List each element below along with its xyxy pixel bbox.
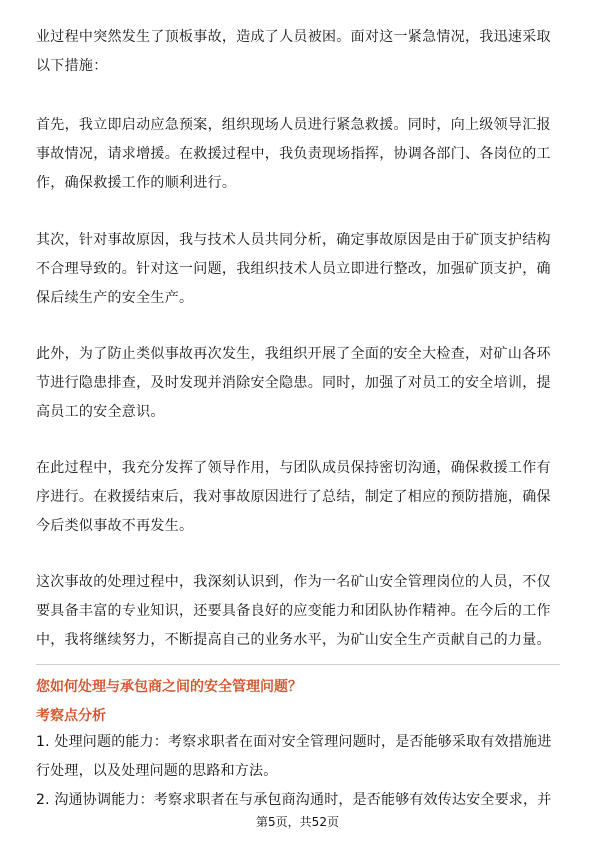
text-line: 首先，我立即启动应急预案，组织现场人员进行紧急救援。同时，向上级领导汇报: [36, 117, 551, 133]
text-line: 1. 处理问题的能力：考察求职者在面对安全管理问题时，是否能够采取有效措施进: [36, 734, 552, 750]
page-number: 第5页，共52页: [256, 815, 339, 829]
text-line: 在此过程中，我充分发挥了领导作用，与团队成员保持密切沟通，确保救援工作有: [36, 460, 551, 476]
text-line: 不合理导致的。针对这一问题，我组织技术人员立即进行整改，加强矿顶支护，确: [36, 261, 551, 277]
text-line: 要具备丰富的专业知识，还要具备良好的应变能力和团队协作精神。在今后的工作: [36, 603, 551, 619]
answer-paragraph-6: [36, 568, 560, 655]
text-line: 保后续生产的安全生产。: [36, 290, 194, 306]
text-line: 其次，针对事故原因，我与技术人员共同分析，确定事故原因是由于矿顶支护结构: [36, 232, 551, 248]
analysis-item-2: [36, 786, 560, 815]
text-line: 今后类似事故不再发生。: [36, 518, 194, 534]
text-line: 此外，为了防止类似事故再次发生，我组织开展了全面的安全大检查，对矿山各环: [36, 346, 551, 362]
answer-paragraph-2: [36, 111, 560, 198]
text-line: 业过程中突然发生了顶板事故，造成了人员被困。面对这一紧急情况，我迅速采取: [36, 29, 551, 45]
text-line: 这次事故的处理过程中，我深刻认识到，作为一名矿山安全管理岗位的人员，不仅: [36, 574, 551, 590]
interview-question: 您如何处理与承包商之间的安全管理问题？: [36, 679, 302, 695]
text-line: 以下措施：: [36, 58, 108, 74]
text-line: 高员工的安全意识。: [36, 404, 165, 420]
answer-paragraph-4: [36, 340, 560, 427]
text-line: 序进行。在救援结束后，我对事故原因进行了总结，制定了相应的预防措施，确保: [36, 489, 551, 505]
analysis-item-1: [36, 728, 560, 786]
answer-paragraph-1: [36, 23, 560, 81]
section-divider: [36, 664, 560, 665]
text-line: 2. 沟通协调能力：考察求职者在与承包商沟通时，是否能够有效传达安全要求，并: [36, 792, 552, 808]
text-line: 节进行隐患排查，及时发现并消除安全隐患。同时，加强了对员工的安全培训，提: [36, 375, 551, 391]
text-line: 作，确保救援工作的顺利进行。: [36, 175, 237, 191]
answer-paragraph-3: [36, 226, 560, 313]
section-title: 考察点分析: [36, 708, 106, 724]
text-line: 行处理，以及处理问题的思路和方法。: [36, 763, 278, 779]
answer-paragraph-5: [36, 454, 560, 541]
text-line: 事故情况，请求增援。在救援过程中，我负责现场指挥，协调各部门、各岗位的工: [36, 146, 551, 162]
text-line: 中，我将继续努力，不断提高自己的业务水平，为矿山安全生产贡献自己的力量。: [36, 632, 551, 648]
